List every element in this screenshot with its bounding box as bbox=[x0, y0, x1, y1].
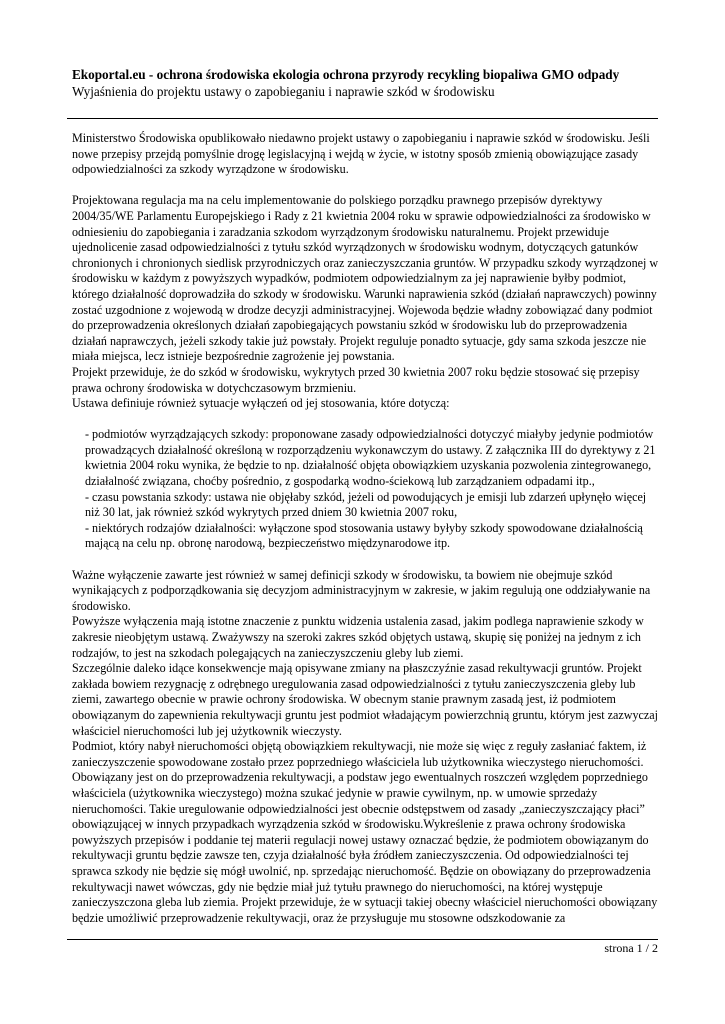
paragraph-acquirer: Podmiot, który nabył nieruchomości objętą obowiązkiem rekultywacji, nie może się więc z reguły zasłaniać faktem, iż zanieczyszczenie spowodowane zostało przez poprzedniego właściciela lub użytkownika wieczystego nieruchomości. Obowiązany jest on do przeprowadzenia rekultywacji, a podstaw jego ewentualnych roszczeń względem poprzedniego właściciela (użytkownika wieczystego) można szukać jedynie w prawie cywilnym, np. w umowie sprzedaży nieruchomości. Takie uregulowanie odpowiedzialności jest obecnie odstępstwem od zasady „zanieczyszczający płaci” obowiązującej w innych przypadkach wyrządzenia szkód w środowisku.Wykreślenie z prawa ochrony środowiska powyższych przepisów i poddanie tej materii regulacji nowej ustawy oznaczać będzie, że podmiotem obowiązanym do rekultywacji gruntu będzie zawsze ten, czyja działalność była źródłem zanieczyszczenia. Od odpowiedzialności tej sprawca szkody nie będzie się mógł uwolnić, np. sprzedając nieruchomość. Będzie on obowiązany do przeprowadzenia rekultywacji nawet wówczas, gdy nie będzie miał już tytułu prawnego do nieruchomości, na której występuje zanieczyszczona gleba lub ziemia. Projekt przewiduje, że w sytuacji takiej obecny właściciel nieruchomości obowiązany będzie umożliwić przeprowadzenie rekultywacji, oraz że przysługuje mu stosowne odszkodowanie za bbox=[72, 739, 658, 925]
page-number: strona 1 / 2 bbox=[604, 941, 658, 955]
article-body bbox=[72, 131, 662, 926]
paragraph-exclusions-intro: Ustawa definiuje również sytuacje wyłączeń od jej stosowania, które dotyczą: bbox=[72, 396, 450, 411]
list-item-entities: - podmiotów wyrządzających szkody: proponowane zasady odpowiedzialności dotyczyć miałyby jedynie podmiotów prowadzących działalność określoną w rozporządzeniu wykonawczym do ustawy. Z załącznika III do dyrektywy z 21 kwietnia 2004 roku wynika, że będzie to np. działalność objęta obowiązkiem uzyskania pozwolenia zintegrowanego, działalność związana, choćby pośrednio, z gospodarką wodno-ściekową lub zarządzaniem odpadami itp., bbox=[85, 427, 656, 489]
page-header bbox=[72, 66, 662, 100]
footer-divider bbox=[67, 939, 658, 940]
paragraph-definition-exclusion: Ważne wyłączenie zawarte jest również w samej definicji szkody w środowisku, ta bowiem nie obejmuje szkód wynikających z podporządkowania się decyzjom administracyjnym w zakresie, w jakim regulują one oddziaływanie na środowisko. bbox=[72, 567, 651, 613]
site-title: Ekoportal.eu - ochrona środowiska ekologia ochrona przyrody recykling biopaliwa GMO odpady bbox=[72, 67, 620, 82]
header-divider bbox=[67, 118, 658, 119]
paragraph-reclamation: Szczególnie daleko idące konsekwencje mają opisywane zmiany na płaszczyźnie zasad rekultywacji gruntów. Projekt zakłada bowiem rezygnację z odrębnego uregulowania zasad odpowiedzialności z tytułu zanieczyszczenia gleby lub ziemi, zawartego obecnie w prawie ochrony środowiska. W obecnym stanie prawnym zasadą jest, iż podmiotem obowiązanym do zapewnienia rekultywacji gruntu jest podmiot władającym powierzchnią gruntu, którym jest zazwyczaj właściciel nieruchomości lub jej użytkownik wieczysty. bbox=[72, 661, 659, 738]
article-subtitle: Wyjaśnienia do projektu ustawy o zapobieganiu i naprawie szkód w środowisku bbox=[72, 84, 495, 99]
list-item-time: - czasu powstania szkody: ustawa nie objęłaby szkód, jeżeli od powodujących je emisji lub zdarzeń upłynęło więcej niż 30 lat, jak również szkód wykrytych przed dniem 30 kwietnia 2007 roku, bbox=[85, 489, 647, 520]
paragraph-intro: Ministerstwo Środowiska opublikowało niedawno projekt ustawy o zapobieganiu i naprawie szkód w środowisku. Jeśli nowe przepisy przejdą pomyślnie drogę legislacyjną i wejdą w życie, w istotny sposób zmienią obowiązujące zasady odpowiedzialności za szkody wyrządzone w środowisku. bbox=[72, 131, 650, 177]
list-item-activities: - niektórych rodzajów działalności: wyłączone spod stosowania ustawy byłyby szkody spowodowane działalnością mającą na celu np. obronę narodową, bezpieczeństwo międzynarodowe itp. bbox=[85, 520, 643, 551]
paragraph-transition: Projekt przewiduje, że do szkód w środowisku, wykrytych przed 30 kwietnia 2007 roku będzie stosować się przepisy prawa ochrony środowiska w dotychczasowym brzmieniu. bbox=[72, 364, 640, 395]
paragraph-significance: Powyższe wyłączenia mają istotne znaczenie z punktu widzenia ustalenia zasad, jakim podlega naprawienie szkody w zakresie nieobjętym ustawą. Zważywszy na szeroki zakres szkód objętych ustawą, skupię się poniżej na jednym z ich rodzajów, to jest na szkodach polegających na zanieczyszczeniu gleby lub ziemi. bbox=[72, 614, 644, 660]
paragraph-regulation: Projektowana regulacja ma na celu implementowanie do polskiego porządku prawnego przepisów dyrektywy 2004/35/WE Parlamentu Europejskiego i Rady z 21 kwietnia 2004 roku w sprawie odpowiedzialności za środowisko w odniesieniu do zapobiegania i zaradzania szkodom wyrządzonym środowisku naturalnemu. Projekt przewiduje ujednolicenie zasad odpowiedzialności z tytułu szkód wyrządzonych w środowisku wodnym, dotyczących gatunków chronionych i chronionych siedlisk przyrodniczych oraz zanieczyszczania gruntów. W przypadku szkody wyrządzonej w środowisku w każdym z powyższych wypadków, podmiotem odpowiedzialnym za jej naprawienie byłby podmiot, którego działalność doprowadziła do szkody w środowisku. Warunki naprawienia szkód (działań naprawczych) powinny zostać uzgodnione z wojewodą w drodze decyzji administracyjnej. Wojewoda będzie władny zobowiązać dany podmiot do przeprowadzenia określonych działań zapobiegających powstaniu szkód w środowisku lub do przeprowadzenia działań naprawczych, jeżeli szkody takie już powstały. Projekt reguluje ponadto sytuacje, gdy sama szkoda jeszcze nie miała miejsca, lecz istnieje bezpośrednie zagrożenie jej powstania. bbox=[72, 193, 659, 364]
